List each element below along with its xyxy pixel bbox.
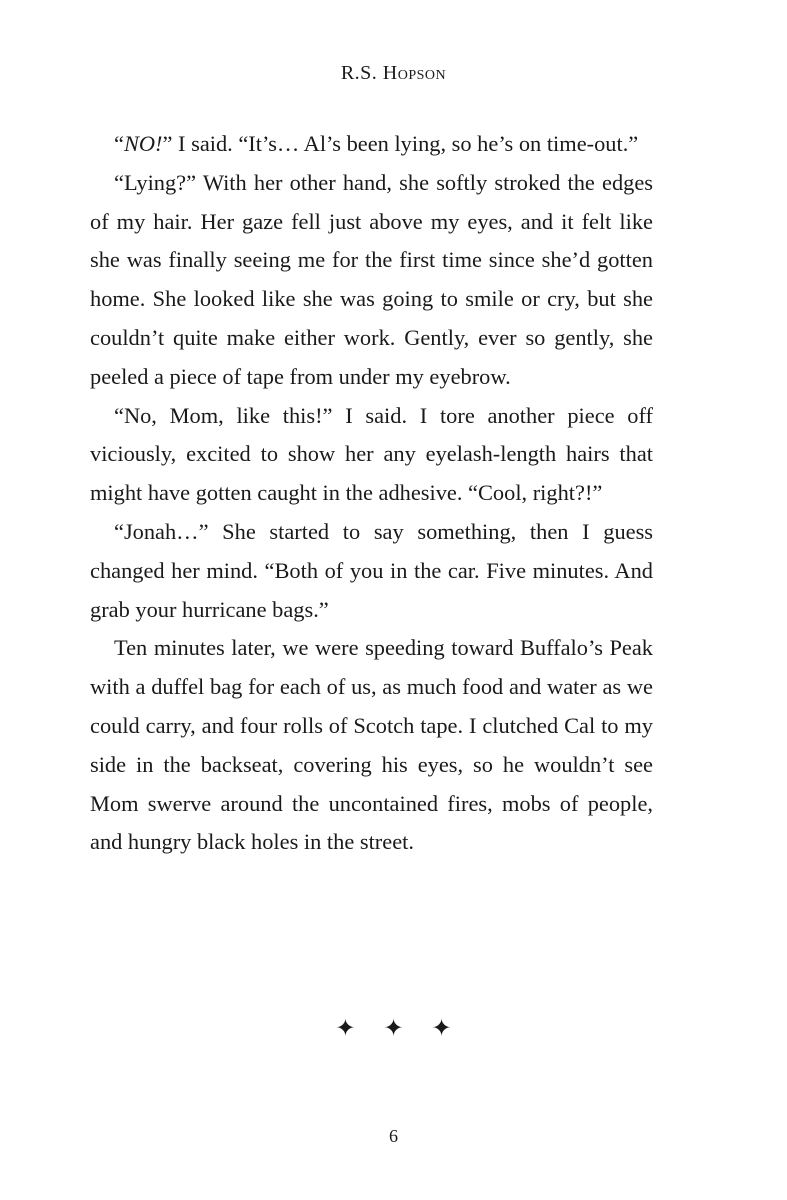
text-span: ” I said. “It’s… Al’s been lying, so he’s on time-out.” (162, 131, 639, 156)
paragraph (90, 397, 653, 513)
text-span: “No, Mom, like this!” I said. I tore another piece off viciously, excited to show her any eyelash-length hairs that might have gotten caught in the adhesive. “Cool, right?!” (90, 402, 653, 506)
page-number: 6 (389, 1126, 398, 1146)
text-span: “Lying?” With her other hand, she softly stroked the edges of my hair. Her gaze fell just above my eyes, and it felt like she was finally seeing me for the first time since she’d gotten home. She looked like she was going to smile or cry, but she couldn’t quite make either work. Gently, ever so gently, she peeled a piece of tape from under my eyebrow. (90, 169, 653, 389)
text-span: Ten minutes later, we were speeding toward Buffalo’s Peak with a duffel bag for each of us, as much food and water as we could carry, and four rolls of Scotch tape. I clutched Cal to my side in the backseat, covering his eyes, so he wouldn’t see Mom swerve around the uncontained fires, mobs of people, and hungry black holes in the street. (90, 635, 653, 855)
text-span: “Jonah…” She started to say something, then I guess changed her mind. “Both of you in the car. Five minutes. And grab your hurricane bags.” (90, 518, 653, 622)
running-head: R.S. Hopson (340, 62, 447, 84)
text-span: “ (114, 131, 124, 156)
paragraph (90, 629, 653, 862)
body-text (90, 125, 653, 862)
paragraph (90, 513, 653, 629)
star-icon: ✦ (335, 1014, 356, 1042)
section-break (0, 1014, 787, 1042)
paragraph (90, 125, 653, 164)
paragraph (90, 164, 653, 397)
star-icon: ✦ (383, 1014, 404, 1042)
star-icon: ✦ (431, 1014, 452, 1042)
emphasis-text: NO! (123, 131, 163, 156)
